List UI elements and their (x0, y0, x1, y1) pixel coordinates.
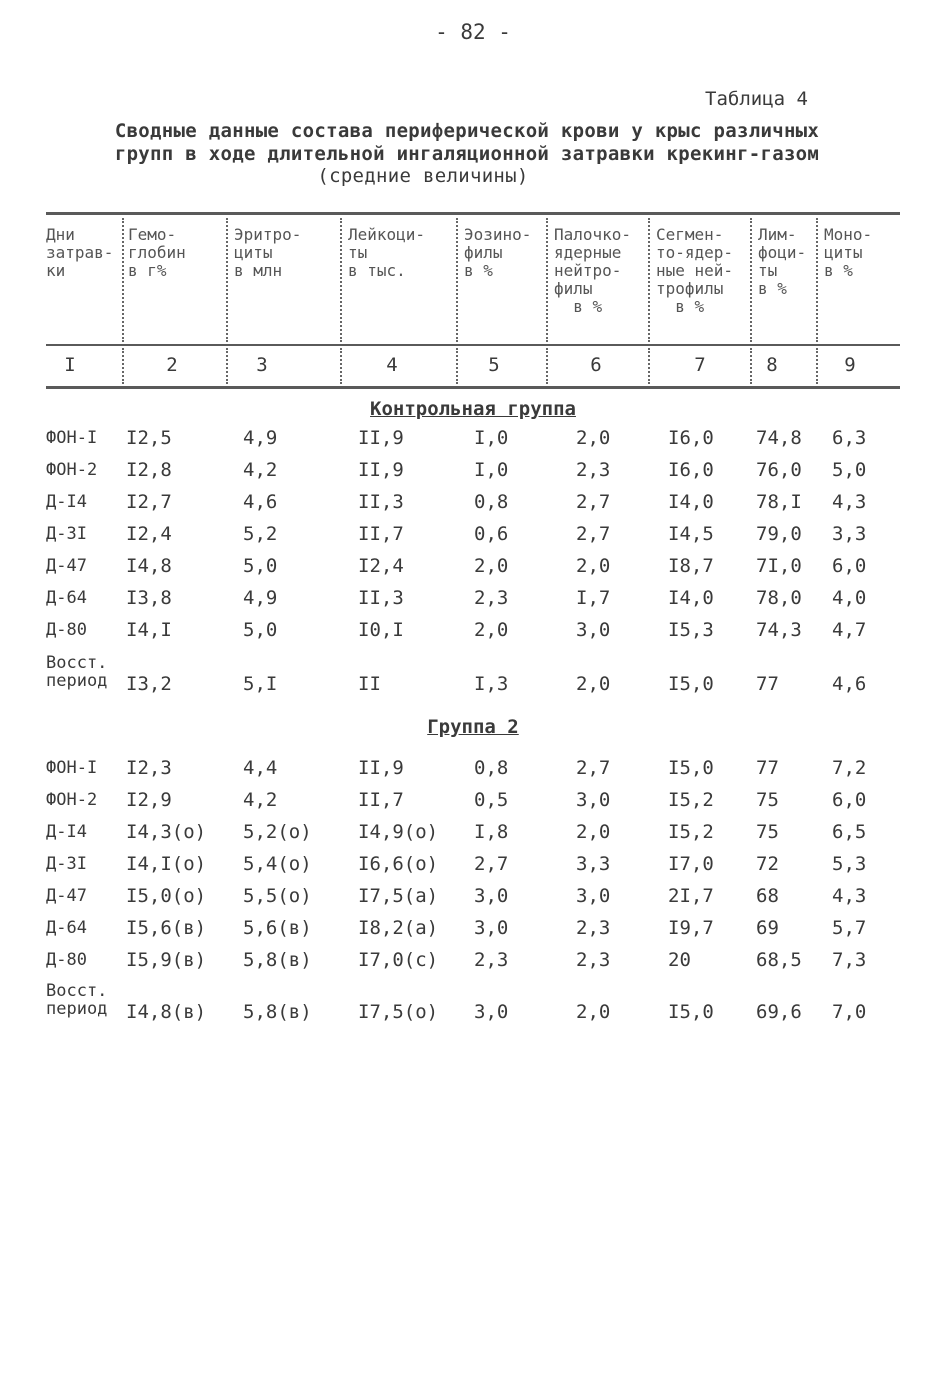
table-cell: 6,0 (832, 789, 867, 811)
table-cell: 5,6(в) (243, 917, 312, 939)
table-cell: 2,3 (474, 949, 509, 971)
table-cell: 6,5 (832, 821, 867, 843)
table-cell: 72 (756, 853, 779, 875)
table-cell: I5,6(в) (126, 917, 207, 939)
column-separator (340, 218, 342, 342)
table-cell: 2,0 (576, 673, 611, 695)
page-number: - 82 - (435, 20, 511, 44)
column-separator (816, 218, 818, 342)
table-cell: 4,9 (243, 587, 278, 609)
table-cell: II,9 (358, 757, 404, 779)
table-cell: I5,0 (668, 757, 714, 779)
table-cell: I2,3 (126, 757, 172, 779)
table-cell: 2,3 (474, 587, 509, 609)
column-header-1: Дни затрав- ки (46, 225, 114, 280)
table-cell: 5,0 (243, 555, 278, 577)
table-cell: I8,7 (668, 555, 714, 577)
table-cell: I5,2 (668, 789, 714, 811)
table-cell: 7,0 (832, 1001, 867, 1023)
row-label: ФОН-I (46, 758, 98, 778)
table-cell: I4,8(в) (126, 1001, 207, 1023)
column-number-7: 7 (694, 354, 706, 376)
table-cell: 77 (756, 673, 779, 695)
column-header-7: Сегмен- то-ядер- ные ней- трофилы в % (656, 225, 734, 316)
table-cell: 5,8(в) (243, 1001, 312, 1023)
table-cell: I7,0(с) (358, 949, 439, 971)
table-cell: I4,9(о) (358, 821, 439, 843)
table-cell: I,7 (576, 587, 611, 609)
table-cell: I,8 (474, 821, 509, 843)
row-label: Д-80 (46, 620, 87, 640)
table-title-line-3: (средние величины) (317, 165, 529, 187)
table-cell: 2,3 (576, 459, 611, 481)
table-cell: I6,0 (668, 427, 714, 449)
table-cell: I,0 (474, 427, 509, 449)
table-cell: I4,5 (668, 523, 714, 545)
table-cell: I7,5(а) (358, 885, 439, 907)
table-cell: 77 (756, 757, 779, 779)
table-cell: 3,0 (576, 619, 611, 641)
column-separator (648, 218, 650, 342)
row-label: Д-47 (46, 556, 87, 576)
table-cell: 2,0 (474, 555, 509, 577)
table-cell: I5,0 (668, 1001, 714, 1023)
table-cell: 5,5(о) (243, 885, 312, 907)
table-cell: II,3 (358, 587, 404, 609)
column-number-4: 4 (386, 354, 398, 376)
row-label: Д-3I (46, 524, 87, 544)
table-cell: 2,7 (576, 491, 611, 513)
table-cell: 2I,7 (668, 885, 714, 907)
table-cell: 7I,0 (756, 555, 802, 577)
column-number-5: 5 (488, 354, 500, 376)
table-cell: I2,4 (358, 555, 404, 577)
table-cell: 68 (756, 885, 779, 907)
table-cell: 2,0 (576, 427, 611, 449)
table-cell: I4,0 (668, 587, 714, 609)
column-header-3: Эритро- циты в млн (234, 225, 302, 280)
table-cell: 0,6 (474, 523, 509, 545)
table-numbers-rule (46, 386, 900, 389)
table-cell: 0,5 (474, 789, 509, 811)
table-cell: 2,0 (576, 555, 611, 577)
table-cell: 3,0 (576, 789, 611, 811)
table-cell: 3,0 (474, 885, 509, 907)
table-cell: 4,4 (243, 757, 278, 779)
table-title-line-2: групп в ходе длительной ингаляционной затравки крекинг-газом (114, 143, 820, 165)
table-cell: 6,0 (832, 555, 867, 577)
table-cell: I6,6(о) (358, 853, 439, 875)
table-cell: 5,4(о) (243, 853, 312, 875)
row-label: ФОН-2 (46, 790, 98, 810)
row-label: Восст. период (46, 653, 108, 691)
column-header-5: Эозино- филы в % (464, 225, 532, 280)
table-cell: I,0 (474, 459, 509, 481)
column-number-1: I (64, 354, 76, 376)
table-cell: 2,7 (576, 523, 611, 545)
row-label: Д-64 (46, 588, 87, 608)
column-separator (750, 218, 752, 342)
table-cell: I0,I (358, 619, 404, 641)
table-cell: 4,0 (832, 587, 867, 609)
group-title: Контрольная группа (370, 398, 576, 420)
table-cell: I4,I (126, 619, 172, 641)
table-cell: 78,I (756, 491, 802, 513)
row-label: Д-I4 (46, 492, 87, 512)
column-separator (122, 348, 124, 384)
row-label: Восст. период (46, 981, 108, 1019)
row-label: ФОН-2 (46, 460, 98, 480)
table-cell: 2,3 (576, 917, 611, 939)
table-cell: 4,9 (243, 427, 278, 449)
table-cell: I2,8 (126, 459, 172, 481)
table-cell: II,7 (358, 789, 404, 811)
table-cell: I,3 (474, 673, 509, 695)
table-cell: I2,4 (126, 523, 172, 545)
table-cell: 4,3 (832, 885, 867, 907)
table-cell: 3,0 (474, 917, 509, 939)
table-cell: 76,0 (756, 459, 802, 481)
column-separator (816, 348, 818, 384)
table-cell: 5,3 (832, 853, 867, 875)
column-separator (648, 348, 650, 384)
column-number-9: 9 (844, 354, 856, 376)
table-cell: 4,2 (243, 789, 278, 811)
column-separator (546, 218, 548, 342)
table-cell: 4,2 (243, 459, 278, 481)
table-cell: 7,3 (832, 949, 867, 971)
table-cell: 2,7 (474, 853, 509, 875)
table-cell: 5,0 (243, 619, 278, 641)
table-cell: 68,5 (756, 949, 802, 971)
table-label: Таблица 4 (705, 88, 808, 110)
table-cell: I7,5(о) (358, 1001, 439, 1023)
table-cell: 3,0 (474, 1001, 509, 1023)
row-label: ФОН-I (46, 428, 98, 448)
table-cell: 2,3 (576, 949, 611, 971)
table-cell: I4,I(о) (126, 853, 207, 875)
table-cell: 7,2 (832, 757, 867, 779)
table-cell: 6,3 (832, 427, 867, 449)
column-separator (340, 348, 342, 384)
table-cell: 78,0 (756, 587, 802, 609)
table-cell: I8,2(а) (358, 917, 439, 939)
column-separator (456, 348, 458, 384)
table-cell: 2,7 (576, 757, 611, 779)
table-cell: I4,8 (126, 555, 172, 577)
column-separator (456, 218, 458, 342)
column-separator (226, 348, 228, 384)
table-cell: 3,3 (832, 523, 867, 545)
table-cell: 74,8 (756, 427, 802, 449)
column-separator (122, 218, 124, 342)
table-cell: 5,8(в) (243, 949, 312, 971)
table-cell: 4,3 (832, 491, 867, 513)
column-header-8: Лим- фоци- ты в % (758, 225, 807, 298)
table-top-rule (46, 212, 900, 215)
table-cell: 75 (756, 789, 779, 811)
table-cell: II,9 (358, 459, 404, 481)
row-label: Д-80 (46, 950, 87, 970)
column-number-8: 8 (766, 354, 778, 376)
column-header-9: Моно- циты в % (824, 225, 873, 280)
table-cell: 4,7 (832, 619, 867, 641)
table-cell: I6,0 (668, 459, 714, 481)
row-label: Д-47 (46, 886, 87, 906)
table-cell: 69 (756, 917, 779, 939)
column-separator (226, 218, 228, 342)
table-cell: 3,3 (576, 853, 611, 875)
table-cell: 20 (668, 949, 691, 971)
table-cell: I2,5 (126, 427, 172, 449)
table-cell: 69,6 (756, 1001, 802, 1023)
table-cell: II,3 (358, 491, 404, 513)
table-cell: 3,0 (576, 885, 611, 907)
table-cell: I5,0 (668, 673, 714, 695)
table-cell: I5,0(о) (126, 885, 207, 907)
table-cell: II,9 (358, 427, 404, 449)
table-cell: II,7 (358, 523, 404, 545)
row-label: Д-I4 (46, 822, 87, 842)
table-cell: I9,7 (668, 917, 714, 939)
table-cell: 2,0 (576, 1001, 611, 1023)
table-cell: I4,3(о) (126, 821, 207, 843)
table-cell: 4,6 (832, 673, 867, 695)
table-cell: II (358, 673, 381, 695)
table-cell: 5,2(о) (243, 821, 312, 843)
table-cell: 5,I (243, 673, 278, 695)
table-cell: I2,9 (126, 789, 172, 811)
table-cell: I4,0 (668, 491, 714, 513)
table-cell: 0,8 (474, 491, 509, 513)
table-header-rule (46, 344, 900, 346)
column-number-6: 6 (590, 354, 602, 376)
column-header-2: Гемо- глобин в г% (128, 225, 186, 280)
table-cell: 5,7 (832, 917, 867, 939)
group-title: Группа 2 (427, 716, 519, 738)
column-separator (546, 348, 548, 384)
table-cell: 75 (756, 821, 779, 843)
table-cell: I5,2 (668, 821, 714, 843)
table-cell: I3,2 (126, 673, 172, 695)
table-cell: 2,0 (576, 821, 611, 843)
column-header-4: Лейкоци- ты в тыс. (348, 225, 426, 280)
row-label: Д-64 (46, 918, 87, 938)
table-cell: 79,0 (756, 523, 802, 545)
table-cell: 74,3 (756, 619, 802, 641)
table-cell: 5,2 (243, 523, 278, 545)
table-cell: I5,3 (668, 619, 714, 641)
table-cell: I5,9(в) (126, 949, 207, 971)
column-header-6: Палочко- ядерные нейтро- филы в % (554, 225, 632, 316)
table-cell: I2,7 (126, 491, 172, 513)
column-number-3: 3 (256, 354, 268, 376)
table-cell: I7,0 (668, 853, 714, 875)
column-number-2: 2 (166, 354, 178, 376)
row-label: Д-3I (46, 854, 87, 874)
table-cell: 4,6 (243, 491, 278, 513)
table-cell: I3,8 (126, 587, 172, 609)
table-cell: 2,0 (474, 619, 509, 641)
table-title-line-1: Сводные данные состава периферической крови у крыс различных (114, 120, 820, 142)
table-cell: 0,8 (474, 757, 509, 779)
table-cell: 5,0 (832, 459, 867, 481)
